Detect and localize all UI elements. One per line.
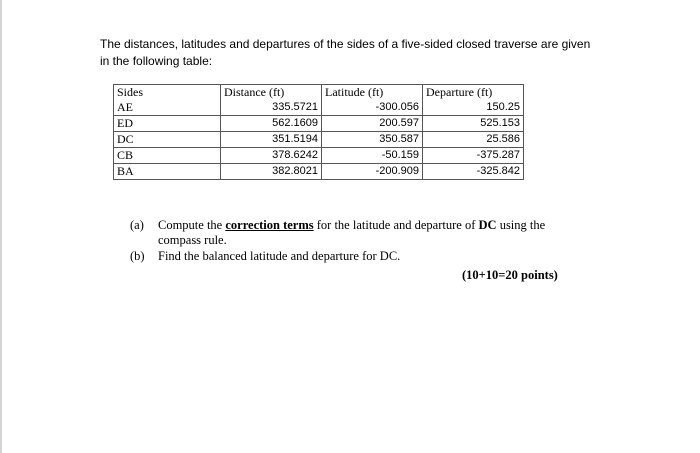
- header-sides: Sides: [114, 85, 221, 101]
- table-row: [114, 132, 524, 148]
- cell-distance: 335.5721: [221, 100, 322, 116]
- cell-side: DC: [114, 132, 221, 148]
- cell-distance: 378.6242: [221, 148, 322, 164]
- cell-latitude: 350.587: [322, 132, 423, 148]
- question-a-emphasis: correction terms: [225, 218, 314, 232]
- intro-text: [100, 36, 600, 70]
- cell-latitude: -50.159: [322, 148, 423, 164]
- question-b: [130, 249, 590, 264]
- question-a-bold: DC: [478, 218, 497, 232]
- intro-line-2: in the following table:: [100, 54, 213, 68]
- question-b-text: Find the balanced latitude and departure for DC.: [158, 249, 401, 263]
- table-header-row: [114, 85, 524, 101]
- question-a-mid: for the latitude and departure of: [313, 218, 479, 232]
- intro-line-1: The distances, latitudes and departures of the sides of a five-sided closed traverse are given: [100, 37, 591, 51]
- question-a-pre: Compute the: [158, 218, 226, 232]
- cell-side: AE: [114, 100, 221, 116]
- question-a-post: using the compass rule.: [158, 218, 546, 247]
- questions: [130, 218, 590, 265]
- question-a: [130, 218, 590, 248]
- cell-latitude: -200.909: [322, 164, 423, 180]
- cell-side: CB: [114, 148, 221, 164]
- cell-departure: 25.586: [423, 132, 524, 148]
- header-latitude: Latitude (ft): [322, 85, 423, 101]
- header-distance: Distance (ft): [221, 85, 322, 101]
- cell-side: ED: [114, 116, 221, 132]
- table-row: [114, 116, 524, 132]
- question-a-label: (a): [130, 218, 144, 232]
- cell-distance: 382.8021: [221, 164, 322, 180]
- cell-departure: 525.153: [423, 116, 524, 132]
- table-row: [114, 164, 524, 180]
- page-left-edge: [0, 0, 2, 453]
- cell-latitude: -300.056: [322, 100, 423, 116]
- cell-distance: 351.5194: [221, 132, 322, 148]
- table-row: [114, 100, 524, 116]
- question-a-text: [158, 218, 590, 248]
- header-departure: Departure (ft): [423, 85, 524, 101]
- cell-departure: -325.842: [423, 164, 524, 180]
- points-total: (10+10=20 points): [462, 268, 558, 282]
- cell-departure: 150.25: [423, 100, 524, 116]
- cell-distance: 562.1609: [221, 116, 322, 132]
- question-b-label: (b): [130, 249, 145, 263]
- traverse-table: [113, 84, 524, 180]
- cell-latitude: 200.597: [322, 116, 423, 132]
- table-row: [114, 148, 524, 164]
- cell-departure: -375.287: [423, 148, 524, 164]
- cell-side: BA: [114, 164, 221, 180]
